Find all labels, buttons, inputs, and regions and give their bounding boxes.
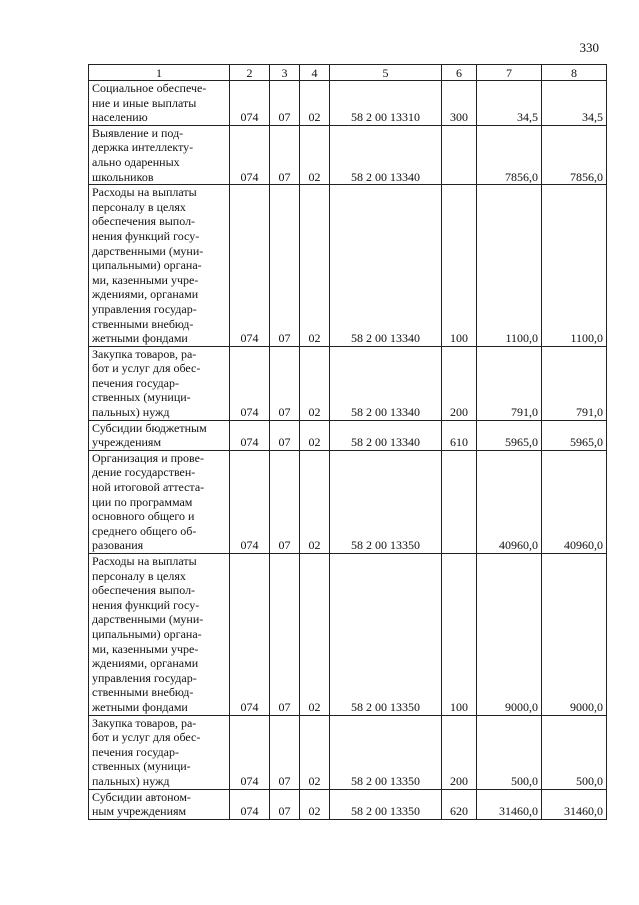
description-line: разования (92, 538, 144, 553)
table-row (89, 420, 607, 450)
row-description (89, 420, 230, 450)
table-row (89, 554, 607, 716)
description-line: бот и услуг для обес- (92, 361, 201, 376)
expense-type-cell: 300 (442, 81, 477, 126)
amount-cell: 500,0 (477, 715, 542, 789)
expense-type-cell (442, 125, 477, 184)
amount-cell: 40960,0 (477, 450, 542, 553)
admin-code-cell: 074 (230, 346, 270, 420)
amount-cell: 5965,0 (477, 420, 542, 450)
row-description (89, 185, 230, 347)
description-line: дение государствен- (92, 465, 196, 480)
row-description (89, 346, 230, 420)
subsection-cell: 02 (300, 420, 330, 450)
expense-type-cell: 200 (442, 715, 477, 789)
amount-cell: 31460,0 (477, 789, 542, 819)
expense-type-cell: 200 (442, 346, 477, 420)
description-line: жетными фондами (92, 699, 188, 714)
expense-type-cell: 100 (442, 185, 477, 347)
amount-total-cell: 500,0 (542, 715, 607, 789)
section-cell: 07 (270, 554, 300, 716)
amount-total-cell: 1100,0 (542, 185, 607, 347)
column-header: 8 (542, 65, 607, 81)
section-cell: 07 (270, 185, 300, 347)
description-line: основного общего и (92, 509, 195, 524)
description-line: Расходы на выплаты (92, 554, 197, 568)
amount-cell: 34,5 (477, 81, 542, 126)
description-line: дарственными (муни- (92, 243, 204, 258)
admin-code-cell: 074 (230, 185, 270, 347)
description-line: школьников (92, 169, 154, 184)
table-row (89, 81, 607, 126)
table-row (89, 125, 607, 184)
description-line: персоналу в целях (92, 568, 186, 583)
row-description (89, 554, 230, 716)
subsection-cell: 02 (300, 450, 330, 553)
description-line: Закупка товаров, ра- (92, 346, 197, 361)
description-line: ственными внебюд- (92, 685, 194, 700)
section-cell: 07 (270, 346, 300, 420)
target-article-cell: 58 2 00 13350 (330, 715, 442, 789)
admin-code-cell: 074 (230, 420, 270, 450)
subsection-cell: 02 (300, 185, 330, 347)
table-row (89, 185, 607, 347)
description-line: нения функций госу- (92, 597, 200, 612)
description-line: дарственными (муни- (92, 612, 204, 627)
description-line: обеспечения выпол- (92, 583, 196, 598)
description-line: Расходы на выплаты (92, 185, 197, 200)
description-line: ждениями, органами (92, 656, 199, 671)
description-line: бот и услуг для обес- (92, 730, 201, 745)
admin-code-cell: 074 (230, 81, 270, 126)
target-article-cell: 58 2 00 13350 (330, 554, 442, 716)
description-line: ственных (муници- (92, 759, 191, 774)
target-article-cell: 58 2 00 13310 (330, 81, 442, 126)
column-header: 5 (330, 65, 442, 81)
admin-code-cell: 074 (230, 554, 270, 716)
column-header: 1 (89, 65, 230, 81)
amount-cell: 1100,0 (477, 185, 542, 347)
column-header: 4 (300, 65, 330, 81)
row-description (89, 715, 230, 789)
description-line: населению (92, 110, 148, 125)
row-description (89, 125, 230, 184)
description-line: обеспечения выпол- (92, 214, 196, 229)
description-line: пальных) нужд (92, 405, 170, 420)
section-cell: 07 (270, 420, 300, 450)
expense-type-cell: 620 (442, 789, 477, 819)
description-line: Социальное обеспече- (92, 81, 207, 95)
column-header: 2 (230, 65, 270, 81)
description-line: среднего общего об- (92, 523, 197, 538)
description-line: Выявление и под- (92, 125, 184, 140)
description-line: ственными внебюд- (92, 316, 194, 331)
subsection-cell: 02 (300, 125, 330, 184)
description-line: ально одаренных (92, 154, 180, 169)
table-row (89, 346, 607, 420)
row-description (89, 789, 230, 819)
target-article-cell: 58 2 00 13340 (330, 125, 442, 184)
amount-cell: 9000,0 (477, 554, 542, 716)
target-article-cell: 58 2 00 13350 (330, 450, 442, 553)
amount-total-cell: 31460,0 (542, 789, 607, 819)
description-line: Организация и прове- (92, 450, 204, 465)
amount-cell: 791,0 (477, 346, 542, 420)
description-line: печения государ- (92, 744, 179, 759)
description-line: персоналу в целях (92, 199, 186, 214)
description-line: держка интеллекту- (92, 140, 194, 155)
column-header: 3 (270, 65, 300, 81)
description-line: Субсидии автоном- (92, 789, 191, 804)
description-line: Закупка товаров, ра- (92, 715, 197, 730)
header-row (89, 65, 607, 81)
subsection-cell: 02 (300, 715, 330, 789)
target-article-cell: 58 2 00 13340 (330, 420, 442, 450)
subsection-cell: 02 (300, 346, 330, 420)
section-cell: 07 (270, 715, 300, 789)
admin-code-cell: 074 (230, 715, 270, 789)
description-line: Субсидии бюджетным (92, 420, 207, 435)
section-cell: 07 (270, 450, 300, 553)
expense-type-cell (442, 450, 477, 553)
description-line: ми, казенными учре- (92, 641, 199, 656)
description-line: управления государ- (92, 670, 197, 685)
admin-code-cell: 074 (230, 789, 270, 819)
column-header: 6 (442, 65, 477, 81)
description-line: ние и иные выплаты (92, 95, 197, 110)
table-row (89, 715, 607, 789)
amount-total-cell: 9000,0 (542, 554, 607, 716)
admin-code-cell: 074 (230, 450, 270, 553)
amount-total-cell: 7856,0 (542, 125, 607, 184)
description-line: ным учреждениям (92, 804, 187, 819)
description-line: ми, казенными учре- (92, 272, 199, 287)
description-line: управления государ- (92, 301, 197, 316)
amount-total-cell: 40960,0 (542, 450, 607, 553)
description-line: ципальными) органа- (92, 258, 202, 273)
page-number: 330 (579, 40, 599, 55)
subsection-cell: 02 (300, 554, 330, 716)
description-line: печения государ- (92, 375, 179, 390)
target-article-cell: 58 2 00 13340 (330, 346, 442, 420)
amount-cell: 7856,0 (477, 125, 542, 184)
description-line: ции по программам (92, 494, 193, 509)
description-line: ждениями, органами (92, 287, 199, 302)
row-description (89, 450, 230, 553)
subsection-cell: 02 (300, 81, 330, 126)
column-header: 7 (477, 65, 542, 81)
subsection-cell: 02 (300, 789, 330, 819)
target-article-cell: 58 2 00 13350 (330, 789, 442, 819)
table-row (89, 789, 607, 819)
description-line: пальных) нужд (92, 773, 170, 788)
description-line: учреждениям (92, 435, 162, 450)
expense-type-cell: 100 (442, 554, 477, 716)
description-line: нения функций госу- (92, 228, 200, 243)
description-line: жетными фондами (92, 331, 188, 346)
admin-code-cell: 074 (230, 125, 270, 184)
table-row (89, 450, 607, 553)
section-cell: 07 (270, 789, 300, 819)
amount-total-cell: 34,5 (542, 81, 607, 126)
description-line: ственных (муници- (92, 390, 191, 405)
description-line: ной итоговой аттеста- (92, 480, 205, 495)
amount-total-cell: 791,0 (542, 346, 607, 420)
description-line: ципальными) органа- (92, 626, 202, 641)
target-article-cell: 58 2 00 13340 (330, 185, 442, 347)
section-cell: 07 (270, 81, 300, 126)
section-cell: 07 (270, 125, 300, 184)
budget-table (88, 64, 607, 820)
expense-type-cell: 610 (442, 420, 477, 450)
row-description (89, 81, 230, 126)
amount-total-cell: 5965,0 (542, 420, 607, 450)
